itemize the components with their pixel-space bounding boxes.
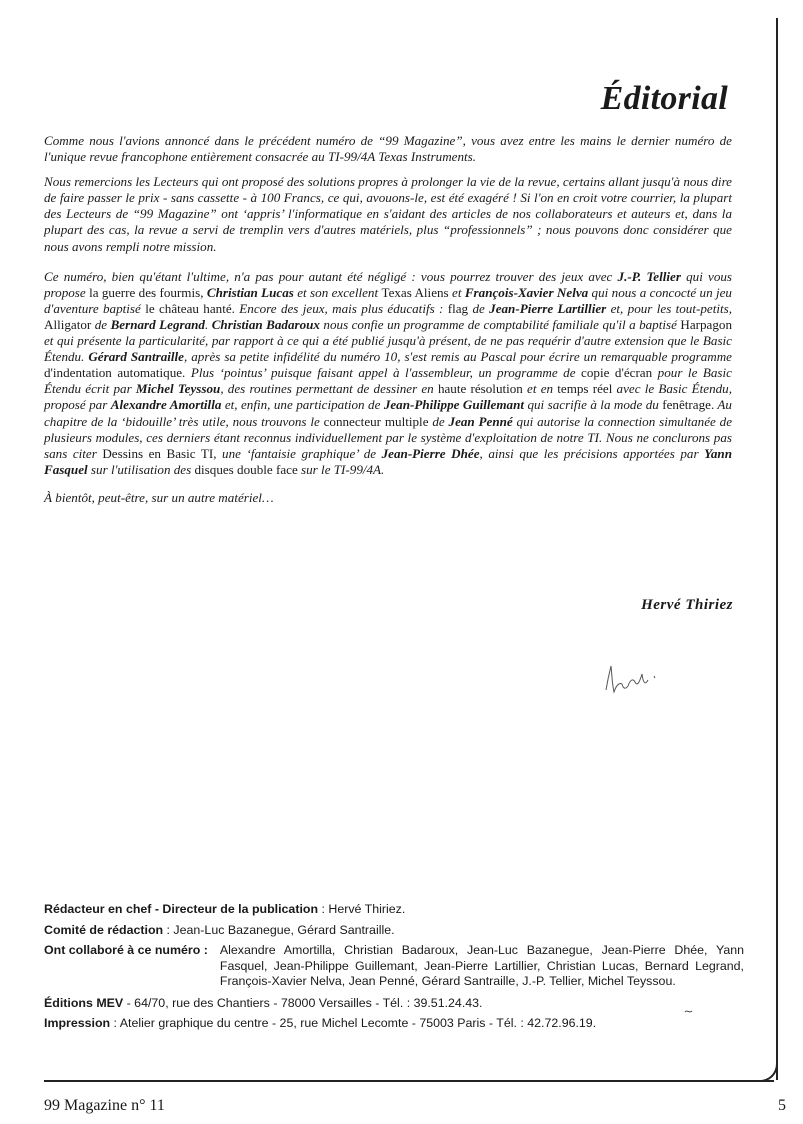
author-name: Alexandre Amortilla <box>110 397 222 413</box>
credit-committee-value: : Jean-Luc Bazanegue, Gérard Santraille. <box>163 922 395 937</box>
page-frame-right <box>776 18 778 1080</box>
text-run: sur l'utilisation des <box>87 461 195 477</box>
page-title: Éditorial <box>600 80 728 117</box>
editorial-body <box>44 133 732 515</box>
text-run: qui nous a concocté un jeu d'aventure baptisé <box>44 284 732 316</box>
author-name: J.-P. Tellier <box>617 268 681 284</box>
text-run: et en <box>522 381 558 397</box>
text-run: Encore des jeux, mais plus éducatifs : <box>234 300 448 316</box>
program-title: Dessins en Basic TI, <box>102 445 217 461</box>
program-title: la guerre des fourmis, <box>89 284 204 300</box>
paragraph-contents <box>44 269 732 478</box>
paragraph-intro: Comme nous l'avions annoncé dans le précédent numéro de “99 Magazine”, vous avez entre les mains le dernier numéro de l'unique revue francophone entièrement consacrée au TI-99/4A Texas Instruments. <box>44 133 732 165</box>
text-run: avec le Basic Étendu, proposé par <box>44 381 732 413</box>
signature: Hervé Thiriez <box>641 597 733 613</box>
page-frame-corner <box>756 1060 778 1082</box>
program-title: fenêtrage. <box>662 397 715 413</box>
credit-committee-label: Comité de rédaction <box>44 922 164 937</box>
text-run: , après sa petite infidélité du numéro 10, s'est remis au Pascal pour écrire un remarquable programme <box>184 349 732 365</box>
credit-editor <box>44 902 744 918</box>
program-title: connecteur multiple <box>323 413 429 429</box>
credit-printing-label: Impression <box>44 1016 111 1030</box>
text-run: Plus ‘pointus’ puisque faisant appel à l'assembleur, un programme de <box>185 365 582 381</box>
paragraph-thanks: Nous remercions les Lecteurs qui ont proposé des solutions propres à prolonger la vie de la revue, certains allant jusqu'à nous dire de faire passer le prix - sans cassette - à 100 Francs, ce qui, avouons-le, est été exagéré ! Si l'on en croit votre courrier, la plupart des Lecteurs de “99 Magazine” ont ‘appris’ l'informatique en s'aidant des articles de nos collaborateurs et auteurs et, dans la plupart des cas, la revue a servi de tremplin vers d'autres matériels, plus “professionnels” ; nous pouvons donc considérer que nous avons rempli notre mission. <box>44 174 732 254</box>
text-run: une ‘fantaisie graphique’ de <box>216 445 382 461</box>
text-run: et <box>448 284 465 300</box>
credit-contributors <box>44 943 744 990</box>
credit-printing-value: : Atelier graphique du centre - 25, rue Michel Lecomte - 75003 Paris - Tél. : 42.72.96.19. <box>110 1016 597 1030</box>
text-run: qui autorise la connection simultanée de plusieurs modules, ces derniers étant reconnus individuellement par le système d'exploitation de notre TI. Nous ne conclurons pas sans citer <box>44 413 733 461</box>
author-name: Bernard Legrand <box>110 316 205 332</box>
credit-committee <box>44 923 744 939</box>
author-name: Jean-Pierre Dhée <box>381 445 480 461</box>
text-run: de <box>91 316 111 332</box>
credit-contributors-label: Ont collaboré à ce numéro : <box>44 943 208 957</box>
program-title: Texas Aliens <box>381 284 449 300</box>
credit-publisher <box>44 996 744 1012</box>
author-name: Gérard Santraille <box>88 349 184 365</box>
pen-mark-icon <box>683 1006 695 1016</box>
text-run: Ce numéro, bien qu'étant l'ultime, n'a pas pour autant été négligé : vous pourrez trouver des jeux avec <box>44 268 618 284</box>
text-run: , ainsi que les précisions apportées par <box>479 445 705 461</box>
program-title: copie d'écran <box>581 365 653 381</box>
credit-editor-label: Rédacteur en chef - Directeur de la publication <box>44 902 319 916</box>
author-name: Jean Penné <box>448 413 513 429</box>
author-name: Christian Badaroux <box>211 316 320 332</box>
text-run: Au chapitre de la ‘bidouille’ très utile, nous trouvons le <box>44 397 732 429</box>
program-title: d'indentation automatique. <box>44 365 186 381</box>
text-run: . <box>204 316 212 332</box>
text-run: et, pour les tout-petits, <box>606 300 732 316</box>
program-title: Alligator <box>44 316 92 332</box>
text-run: qui sacrifie à la mode du <box>524 397 663 413</box>
text-run: pour le Basic Étendu écrit par <box>44 365 732 397</box>
text-run: et son excellent <box>293 284 382 300</box>
text-run: de <box>428 413 449 429</box>
text-run: et qui présente la particularité, par rapport à ce qui a été publié jusqu'à présent, de ne pas requérir d'autre extension que le Basic Étendu. <box>44 333 732 365</box>
author-name: Jean-Philippe Guillemant <box>383 397 525 413</box>
program-title: disques double face <box>194 461 298 477</box>
credit-publisher-value: - 64/70, rue des Chantiers - 78000 Versailles - Tél. : 39.51.24.43. <box>123 995 483 1010</box>
credit-editor-value: : Hervé Thiriez. <box>318 902 406 916</box>
credits-block <box>44 902 744 1037</box>
program-title: Harpagon <box>680 316 733 332</box>
credit-contributors-value: Alexandre Amortilla, Christian Badaroux, Jean-Luc Bazanegue, Jean-Pierre Dhée, Yann Fasquel, Jean-Philippe Guillemant, Jean-Pierre Lartillier, Christian Lucas, Bernard Legrand, François-Xavier Nelva, Jean Penné, Gérard Santraille, J.-P. Tellier, Michel Teyssou. <box>219 943 744 988</box>
author-name: Christian Lucas <box>206 284 294 300</box>
author-name: Yann Fasquel <box>44 445 732 477</box>
footer-magazine-issue: 99 Magazine n° 11 <box>44 1097 165 1114</box>
program-title: haute résolution <box>437 381 523 397</box>
author-name: Jean-Pierre Lartillier <box>489 300 607 316</box>
text-run: qui vous propose <box>44 268 733 300</box>
text-run: de <box>468 300 490 316</box>
program-title: flag <box>447 300 469 316</box>
page-frame-bottom <box>44 1080 774 1082</box>
credit-printing <box>44 1016 744 1032</box>
program-title: temps réel <box>557 381 613 397</box>
footer-page-number: 5 <box>778 1097 786 1114</box>
text-run: nous confie un programme de comptabilité familiale qu'il a baptisé <box>319 316 681 332</box>
text-run: et, enfin, une participation de <box>221 397 384 413</box>
text-run: , des routines permettant de dessiner en <box>220 381 438 397</box>
author-name: Michel Teyssou <box>135 381 221 397</box>
credit-publisher-label: Éditions MEV <box>44 995 124 1010</box>
text-run: sur le TI-99/4A. <box>297 461 385 477</box>
author-name: François-Xavier Nelva <box>464 284 589 300</box>
handwritten-scribble-icon <box>602 660 692 700</box>
paragraph-farewell: À bientôt, peut-être, sur un autre matériel… <box>44 489 274 505</box>
program-title: le château hanté. <box>145 300 235 316</box>
